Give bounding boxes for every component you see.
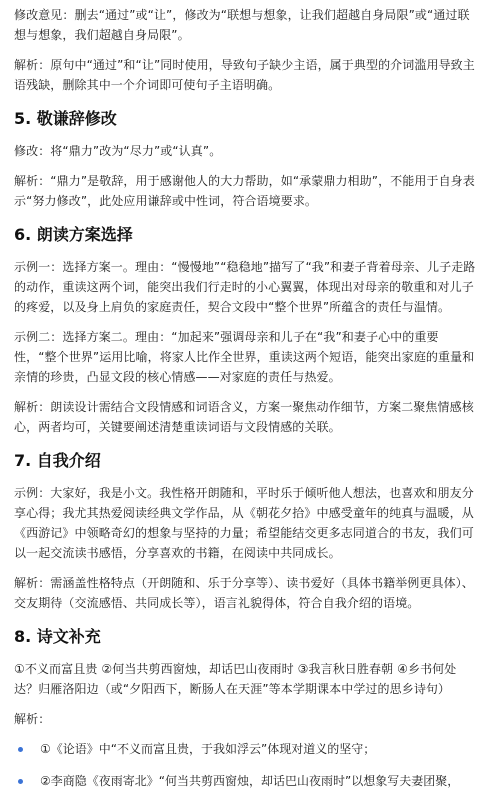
revision-opinion: 修改意见：删去“通过”或“让”，修改为“联想与想象，让我们超越自身局限”或“通过联想与想象，我们超越自身局限”。 [14, 8, 470, 42]
section-8-answers: ①不义而富且贵 ②何当共剪西窗烛，却话巴山夜雨时 ③我言秋日胜春朝 ④乡书何处达？归雁洛阳边（或“夕阳西下，断肠人在天涯”等本学期课本中学过的思乡诗句） [14, 662, 457, 696]
section-6-analysis: 解析：朗读设计需结合文段情感和词语含义，方案一聚焦动作细节，方案二聚焦情感核心，两者均可，关键要阐述清楚重读词语与文段情感的关联。 [14, 400, 474, 434]
analysis-list [14, 739, 479, 791]
list-item-text: ①《论语》中“不义而富且贵，于我如浮云”体现对道义的坚守； [40, 742, 376, 756]
analysis-paragraph: 解析：原句中“通过”和“让”同时使用，导致句子缺少主语，属于典型的介词滥用导致主语残缺，删除其中一个介词即可使句子主语明确。 [14, 58, 475, 92]
section-heading-5: 5. 敬谦辞修改 [14, 109, 117, 128]
section-7-analysis: 解析：需涵盖性格特点（开朗随和、乐于分享等）、读书爱好（具体书籍举例更具体）、交友期待（交流感悟、共同成长等），语言礼貌得体，符合自我介绍的语境。 [14, 576, 474, 610]
bullet-icon [18, 779, 23, 784]
section-heading-8: 8. 诗文补充 [14, 627, 101, 646]
list-item [14, 739, 479, 759]
section-7-example: 示例：大家好，我是小文。我性格开朗随和，平时乐于倾听他人想法，也喜欢和朋友分享心得；我尤其热爱阅读经典文学作品，从《朝花夕拾》中感受童年的纯真与温暖，从《西游记》中领略奇幻的想象与坚持的力量；希望能结交更多志同道合的书友，我们可以一起交流读书感悟，分享喜欢的书籍，在阅读中共同成长。 [14, 486, 474, 560]
section-5-revision: 修改：将“鼎力”改为“尽力”或“认真”。 [14, 144, 222, 158]
section-6-example-1: 示例一：选择方案一。理由：“慢慢地”“稳稳地”描写了“我”和妻子背着母亲、儿子走路的动作，重读这两个词，能突出我们行走时的小心翼翼，体现出对母亲的敬重和对儿子的疼爱，以及身上肩负的家庭责任，契合文段中“整个世界”所蕴含的责任与温情。 [14, 260, 476, 314]
section-8-analysis-label: 解析： [14, 712, 51, 726]
section-6-example-2: 示例二：选择方案二。理由：“加起来”强调母亲和儿子在“我”和妻子心中的重要性，“整个世界”运用比喻，将家人比作全世界，重读这两个短语，能突出家庭的重量和亲情的珍贵，凸显文段的核心情感——对家庭的责任与热爱。 [14, 330, 475, 384]
bullet-icon [18, 747, 23, 752]
section-5-analysis: 解析：“鼎力”是敬辞，用于感谢他人的大力帮助，如“承蒙鼎力相助”，不能用于自身表示“努力修改”，此处应用谦辞或中性词，符合语境要求。 [14, 174, 475, 208]
section-heading-7: 7. 自我介绍 [14, 451, 101, 470]
list-item [14, 771, 479, 791]
section-heading-6: 6. 朗读方案选择 [14, 225, 133, 244]
list-item-text: ②李商隐《夜雨寄北》“何当共剪西窗烛，却话巴山夜雨时”以想象写夫妻团聚， [40, 774, 460, 788]
